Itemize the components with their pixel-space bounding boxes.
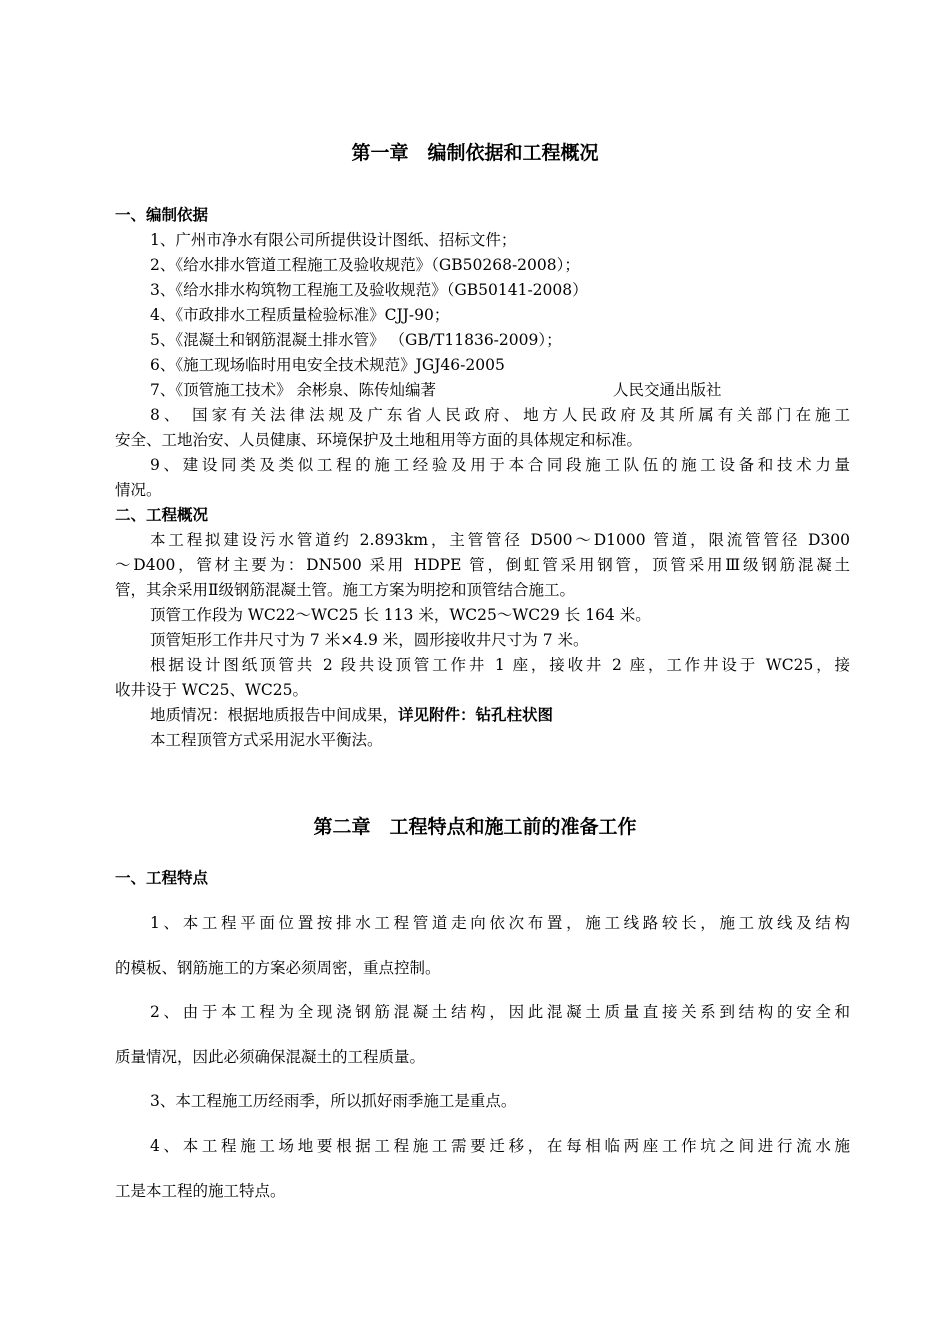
geology-text: 地质情况：根据地质报告中间成果，: [150, 706, 399, 724]
basis-item-1: 1、广州市净水有限公司所提供设计图纸、招标文件；: [150, 231, 517, 249]
basis-item-8-line-2: 安全、工地治安、人员健康、环境保护及土地租用等方面的具体规定和标准。: [115, 431, 643, 449]
overview-p4-line-1: 根据设计图纸顶管共 2 段共设顶管工作井 1 座，接收井 2 座，工作井设于 WC25，接: [150, 656, 850, 674]
features-p4-line-2: 工是本工程的施工特点。: [115, 1182, 286, 1200]
features-p2-line-2: 质量情况，因此必须确保混凝土的工程质量。: [115, 1048, 426, 1066]
geology-attachment-reference: 详见附件：钻孔柱状图: [398, 706, 554, 724]
features-p1-line-1: 1、本工程平面位置按排水工程管道走向依次布置，施工线路较长，施工放线及结构: [150, 914, 850, 932]
basis-item-4: 4、《市政排水工程质量检验标准》CJJ-90；: [150, 306, 450, 324]
basis-item-8-line-1: 8、 国家有关法律法规及广东省人民政府、地方人民政府及其所属有关部门在施工: [150, 406, 850, 424]
basis-item-6: 6、《施工现场临时用电安全技术规范》JGJ46-2005: [150, 356, 505, 374]
basis-item-3: 3、《给水排水构筑物工程施工及验收规范》（GB50141-2008）: [150, 281, 588, 299]
overview-p6: 本工程顶管方式采用泥水平衡法。: [150, 731, 383, 749]
overview-p1-line-1: 本工程拟建设污水管道约 2.893km，主管管径 D500～D1000 管道，限流管管径 D300: [150, 531, 850, 549]
basis-item-2: 2、《给水排水管道工程施工及验收规范》（GB50268-2008）；: [150, 256, 580, 274]
features-p2-line-1: 2、由于本工程为全现浇钢筋混凝土结构，因此混凝土质量直接关系到结构的安全和: [150, 1003, 850, 1021]
overview-p5: [150, 703, 553, 725]
features-p1-line-2: 的模板、钢筋施工的方案必须周密，重点控制。: [115, 959, 441, 977]
overview-p3: 顶管矩形工作井尺寸为 7 米×4.9 米，圆形接收井尺寸为 7 米。: [150, 631, 589, 649]
section-basis-heading: 一、编制依据: [115, 206, 209, 224]
basis-item-5: 5、《混凝土和钢筋混凝土排水管》 （GB/T11836-2009）；: [150, 331, 562, 349]
basis-item-9-line-1: 9、建设同类及类似工程的施工经验及用于本合同段施工队伍的施工设备和技术力量: [150, 456, 850, 474]
overview-p2: 顶管工作段为 WC22～WC25 长 113 米，WC25～WC29 长 164 米。: [150, 606, 651, 624]
section-overview-heading: 二、工程概况: [115, 506, 209, 524]
section-features-heading: 一、工程特点: [115, 869, 209, 887]
features-p4-line-1: 4、本工程施工场地要根据工程施工需要迁移，在每相临两座工作坑之间进行流水施: [150, 1137, 850, 1155]
basis-item-9-line-2: 情况。: [115, 481, 162, 499]
chapter-2-title: 第二章 工程特点和施工前的准备工作: [313, 816, 637, 838]
chapter-1-title: 第一章 编制依据和工程概况: [351, 142, 599, 164]
features-p3: 3、本工程施工历经雨季，所以抓好雨季施工是重点。: [150, 1092, 517, 1110]
basis-item-7: 7、《顶管施工技术》 余彬泉、陈传灿编著: [150, 381, 437, 399]
overview-p1-line-3: 管，其余采用Ⅱ级钢筋混凝土管。施工方案为明挖和顶管结合施工。: [115, 581, 576, 599]
overview-p1-line-2: ～D400，管材主要为：DN500 采用 HDPE 管，倒虹管采用钢管，顶管采用Ⅲ级钢筋混凝土: [115, 556, 850, 574]
basis-item-7-publisher: 人民交通出版社: [613, 381, 722, 399]
overview-p4-line-2: 收井设于 WC25、WC25。: [115, 681, 308, 699]
